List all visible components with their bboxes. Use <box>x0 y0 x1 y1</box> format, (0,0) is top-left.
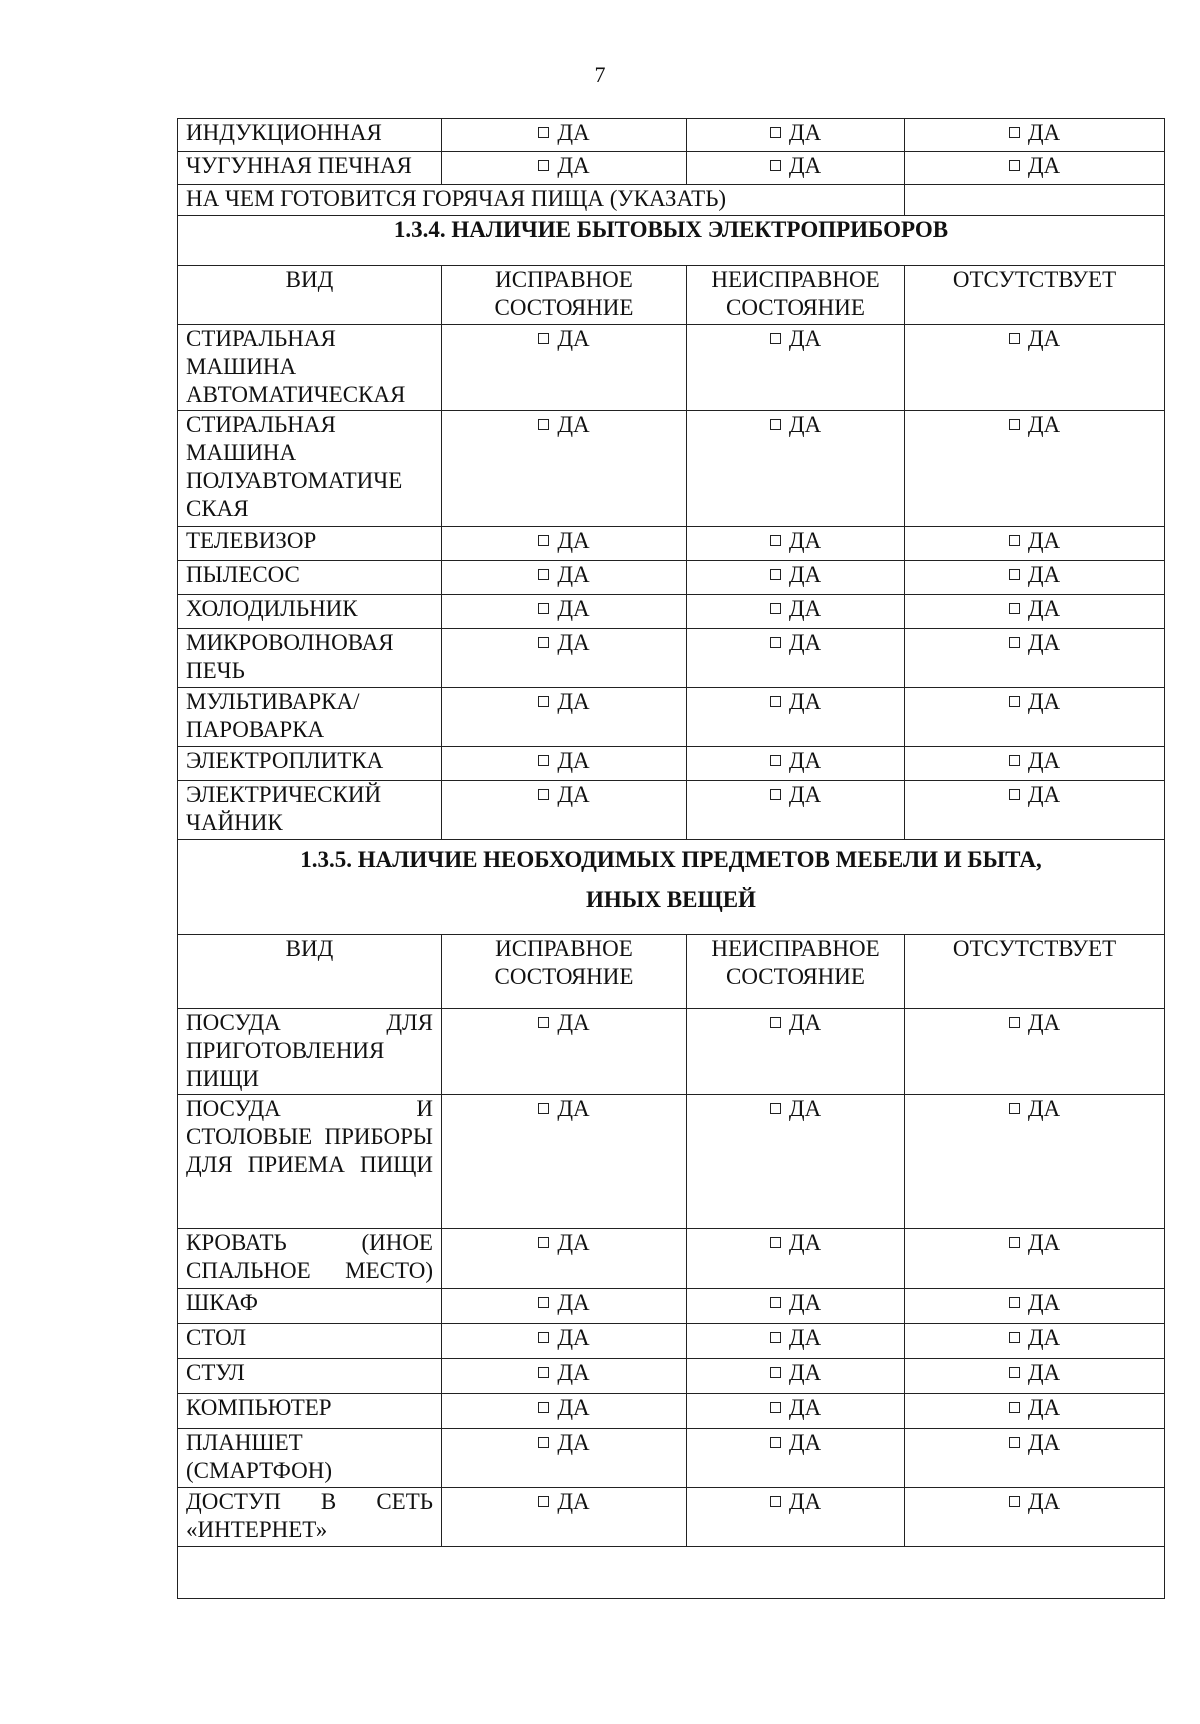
checkbox-icon[interactable] <box>1009 789 1020 800</box>
option-broken[interactable]: ДА <box>687 1095 905 1229</box>
option-broken[interactable]: ДА <box>687 1359 905 1394</box>
table-row <box>178 747 1165 781</box>
checkbox-icon[interactable] <box>538 696 549 707</box>
row-label: ЭЛЕКТРИЧЕСКИЙ ЧАЙНИК <box>178 781 442 840</box>
checkbox-icon[interactable] <box>1009 419 1020 430</box>
option-broken[interactable]: ДА <box>687 1429 905 1488</box>
checkbox-icon[interactable] <box>770 333 781 344</box>
column-header-working: ИСПРАВНОЕ СОСТОЯНИЕ <box>442 266 687 325</box>
option-working[interactable]: ДА <box>442 1488 687 1547</box>
option-broken[interactable]: ДА <box>687 629 905 688</box>
option-broken[interactable]: ДА <box>687 747 905 781</box>
option-broken[interactable]: ДА <box>687 1229 905 1289</box>
option-absent[interactable]: ДА <box>905 747 1165 781</box>
option-working[interactable]: ДА <box>442 629 687 688</box>
option-working[interactable]: ДА <box>442 527 687 561</box>
page-number: 7 <box>594 62 606 87</box>
option-absent[interactable]: ДА <box>905 1394 1165 1429</box>
option-absent[interactable]: ДА <box>905 1488 1165 1547</box>
checkbox-icon[interactable] <box>1009 333 1020 344</box>
checkbox-icon[interactable] <box>538 789 549 800</box>
checkbox-icon[interactable] <box>770 1367 781 1378</box>
checkbox-icon[interactable] <box>1009 637 1020 648</box>
table-row <box>178 688 1165 747</box>
notes-field[interactable] <box>178 1547 1165 1599</box>
column-header-absent: ОТСУТСТВУЕТ <box>905 935 1165 1009</box>
checkbox-icon[interactable] <box>538 1437 549 1448</box>
checkbox-icon[interactable] <box>1009 569 1020 580</box>
checkbox-icon[interactable] <box>770 160 781 171</box>
option-working[interactable]: ДА <box>442 1095 687 1229</box>
table-row <box>178 1359 1165 1394</box>
section-title-line: 1.3.5. НАЛИЧИЕ НЕОБХОДИМЫХ ПРЕДМЕТОВ МЕБЕЛИ И БЫТА, <box>300 847 1042 872</box>
row-label: КОМПЬЮТЕР <box>178 1394 442 1429</box>
option-working[interactable]: ДА <box>442 747 687 781</box>
option-absent[interactable]: ДА <box>905 781 1165 840</box>
option-working[interactable]: ДА <box>442 152 687 185</box>
option-absent[interactable]: ДА <box>905 561 1165 595</box>
checkbox-icon[interactable] <box>770 569 781 580</box>
checkbox-icon[interactable] <box>538 535 549 546</box>
checkbox-icon[interactable] <box>770 696 781 707</box>
option-working[interactable]: ДА <box>442 1324 687 1359</box>
option-absent[interactable]: ДА <box>905 119 1165 152</box>
option-working[interactable]: ДА <box>442 1229 687 1289</box>
checkbox-icon[interactable] <box>1009 755 1020 766</box>
checkbox-icon[interactable] <box>770 1437 781 1448</box>
option-working[interactable]: ДА <box>442 561 687 595</box>
table-row <box>178 1095 1165 1229</box>
row-label: ХОЛОДИЛЬНИК <box>178 595 442 629</box>
row-label: СТОЛ <box>178 1324 442 1359</box>
checkbox-icon[interactable] <box>538 637 549 648</box>
option-broken[interactable]: ДА <box>687 119 905 152</box>
checkbox-icon[interactable] <box>538 1103 549 1114</box>
checkbox-icon[interactable] <box>1009 160 1020 171</box>
option-broken[interactable]: ДА <box>687 325 905 411</box>
option-working[interactable]: ДА <box>442 1289 687 1324</box>
checkbox-icon[interactable] <box>770 789 781 800</box>
checkbox-icon[interactable] <box>1009 127 1020 138</box>
option-broken[interactable]: ДА <box>687 1009 905 1095</box>
table-row <box>178 781 1165 840</box>
table-row <box>178 119 1165 152</box>
section-header-row <box>178 216 1165 266</box>
option-absent[interactable]: ДА <box>905 1359 1165 1394</box>
option-absent[interactable]: ДА <box>905 325 1165 411</box>
option-absent[interactable]: ДА <box>905 1289 1165 1324</box>
table-row <box>178 1229 1165 1289</box>
table-row <box>178 1488 1165 1547</box>
checkbox-icon[interactable] <box>538 333 549 344</box>
column-header-type: ВИД <box>178 935 442 1009</box>
section-title-furniture <box>178 840 1165 935</box>
checkbox-icon[interactable] <box>538 127 549 138</box>
row-label: МИКРОВОЛНОВАЯ ПЕЧЬ <box>178 629 442 688</box>
option-absent[interactable]: ДА <box>905 411 1165 527</box>
column-header-type: ВИД <box>178 266 442 325</box>
option-working[interactable]: ДА <box>442 1394 687 1429</box>
row-label: ПЫЛЕСОС <box>178 561 442 595</box>
table-row <box>178 411 1165 527</box>
option-broken[interactable]: ДА <box>687 595 905 629</box>
option-working[interactable]: ДА <box>442 1429 687 1488</box>
checkbox-icon[interactable] <box>1009 1103 1020 1114</box>
option-broken[interactable]: ДА <box>687 561 905 595</box>
table-row-empty <box>178 1547 1165 1599</box>
household-inventory-table <box>177 118 1165 1599</box>
checkbox-icon[interactable] <box>538 1237 549 1248</box>
checkbox-icon[interactable] <box>1009 1237 1020 1248</box>
checkbox-icon[interactable] <box>770 1332 781 1343</box>
checkbox-icon[interactable] <box>770 1237 781 1248</box>
checkbox-icon[interactable] <box>770 419 781 430</box>
table-row <box>178 1324 1165 1359</box>
checkbox-icon[interactable] <box>538 1332 549 1343</box>
hot-food-answer-field[interactable] <box>905 185 1165 216</box>
option-absent[interactable]: ДА <box>905 527 1165 561</box>
row-label: ЧУГУННАЯ ПЕЧНАЯ <box>178 152 442 185</box>
option-absent[interactable]: ДА <box>905 1229 1165 1289</box>
column-header-row <box>178 266 1165 325</box>
column-header-absent: ОТСУТСТВУЕТ <box>905 266 1165 325</box>
row-label: СТИРАЛЬНАЯ МАШИНА ПОЛУАВТОМАТИЧЕ СКАЯ <box>178 411 442 527</box>
table-row <box>178 1009 1165 1095</box>
section-title-appliances: 1.3.4. НАЛИЧИЕ БЫТОВЫХ ЭЛЕКТРОПРИБОРОВ <box>178 216 1165 266</box>
option-working[interactable]: ДА <box>442 595 687 629</box>
checkbox-icon[interactable] <box>770 1402 781 1413</box>
row-label: ШКАФ <box>178 1289 442 1324</box>
row-label: ДОСТУП В СЕТЬ «ИНТЕРНЕТ» <box>178 1488 442 1547</box>
checkbox-icon[interactable] <box>538 1297 549 1308</box>
checkbox-icon[interactable] <box>1009 1017 1020 1028</box>
row-label: ПОСУДА И СТОЛОВЫЕ ПРИБОРЫ ДЛЯ ПРИЕМА ПИЩИ <box>178 1095 442 1229</box>
table-row <box>178 152 1165 185</box>
option-broken[interactable]: ДА <box>687 1324 905 1359</box>
checkbox-icon[interactable] <box>538 755 549 766</box>
option-working[interactable]: ДА <box>442 119 687 152</box>
row-label: ТЕЛЕВИЗОР <box>178 527 442 561</box>
option-broken[interactable]: ДА <box>687 781 905 840</box>
checkbox-icon[interactable] <box>770 535 781 546</box>
row-label: ИНДУКЦИОННАЯ <box>178 119 442 152</box>
option-working[interactable]: ДА <box>442 325 687 411</box>
checkbox-icon[interactable] <box>1009 1402 1020 1413</box>
checkbox-icon[interactable] <box>1009 1437 1020 1448</box>
option-broken[interactable]: ДА <box>687 1488 905 1547</box>
option-absent[interactable]: ДА <box>905 1429 1165 1488</box>
option-working[interactable]: ДА <box>442 688 687 747</box>
table-row <box>178 561 1165 595</box>
row-label: СТИРАЛЬНАЯ МАШИНА АВТОМАТИЧЕСКАЯ <box>178 325 442 411</box>
table-row <box>178 1429 1165 1488</box>
column-header-row <box>178 935 1165 1009</box>
hot-food-label: НА ЧЕМ ГОТОВИТСЯ ГОРЯЧАЯ ПИЩА (УКАЗАТЬ) <box>178 185 905 216</box>
checkbox-icon[interactable] <box>770 755 781 766</box>
option-broken[interactable]: ДА <box>687 411 905 527</box>
table-row <box>178 325 1165 411</box>
table-row <box>178 1394 1165 1429</box>
column-header-broken: НЕИСПРАВНОЕ СОСТОЯНИЕ <box>687 935 905 1009</box>
option-absent[interactable]: ДА <box>905 1009 1165 1095</box>
checkbox-icon[interactable] <box>770 637 781 648</box>
row-label: ПОСУДА ДЛЯ ПРИГОТОВЛЕНИЯ ПИЩИ <box>178 1009 442 1095</box>
checkbox-icon[interactable] <box>1009 1367 1020 1378</box>
checkbox-icon[interactable] <box>770 1496 781 1507</box>
option-absent[interactable]: ДА <box>905 152 1165 185</box>
row-label: ЭЛЕКТРОПЛИТКА <box>178 747 442 781</box>
table-row <box>178 595 1165 629</box>
checkbox-icon[interactable] <box>538 160 549 171</box>
option-broken[interactable]: ДА <box>687 688 905 747</box>
table-row <box>178 185 1165 216</box>
checkbox-icon[interactable] <box>770 1017 781 1028</box>
column-header-broken: НЕИСПРАВНОЕ СОСТОЯНИЕ <box>687 266 905 325</box>
checkbox-icon[interactable] <box>538 1367 549 1378</box>
checkbox-icon[interactable] <box>1009 535 1020 546</box>
checkbox-icon[interactable] <box>770 1297 781 1308</box>
checkbox-icon[interactable] <box>538 603 549 614</box>
checkbox-icon[interactable] <box>1009 1297 1020 1308</box>
checkbox-icon[interactable] <box>538 419 549 430</box>
option-broken[interactable]: ДА <box>687 1394 905 1429</box>
row-label: СТУЛ <box>178 1359 442 1394</box>
option-broken[interactable]: ДА <box>687 1289 905 1324</box>
option-broken[interactable]: ДА <box>687 152 905 185</box>
option-working[interactable]: ДА <box>442 1359 687 1394</box>
checkbox-icon[interactable] <box>770 127 781 138</box>
option-absent[interactable]: ДА <box>905 1095 1165 1229</box>
checkbox-icon[interactable] <box>1009 1496 1020 1507</box>
table-row <box>178 1289 1165 1324</box>
table-row <box>178 527 1165 561</box>
checkbox-icon[interactable] <box>1009 696 1020 707</box>
option-absent[interactable]: ДА <box>905 1324 1165 1359</box>
option-working[interactable]: ДА <box>442 411 687 527</box>
checkbox-icon[interactable] <box>770 1103 781 1114</box>
option-working[interactable]: ДА <box>442 1009 687 1095</box>
row-label: КРОВАТЬ (ИНОЕ СПАЛЬНОЕ МЕСТО) <box>178 1229 442 1289</box>
checkbox-icon[interactable] <box>770 603 781 614</box>
checkbox-icon[interactable] <box>538 1402 549 1413</box>
checkbox-icon[interactable] <box>538 1496 549 1507</box>
table-row <box>178 629 1165 688</box>
section-header-row <box>178 840 1165 935</box>
option-working[interactable]: ДА <box>442 781 687 840</box>
column-header-working: ИСПРАВНОЕ СОСТОЯНИЕ <box>442 935 687 1009</box>
section-title-line: ИНЫХ ВЕЩЕЙ <box>586 887 756 912</box>
checkbox-icon[interactable] <box>1009 603 1020 614</box>
option-absent[interactable]: ДА <box>905 629 1165 688</box>
checkbox-icon[interactable] <box>538 1017 549 1028</box>
option-absent[interactable]: ДА <box>905 595 1165 629</box>
checkbox-icon[interactable] <box>538 569 549 580</box>
option-absent[interactable]: ДА <box>905 688 1165 747</box>
option-broken[interactable]: ДА <box>687 527 905 561</box>
checkbox-icon[interactable] <box>1009 1332 1020 1343</box>
row-label: ПЛАНШЕТ (СМАРТФОН) <box>178 1429 442 1488</box>
row-label: МУЛЬТИВАРКА/ ПАРОВАРКА <box>178 688 442 747</box>
